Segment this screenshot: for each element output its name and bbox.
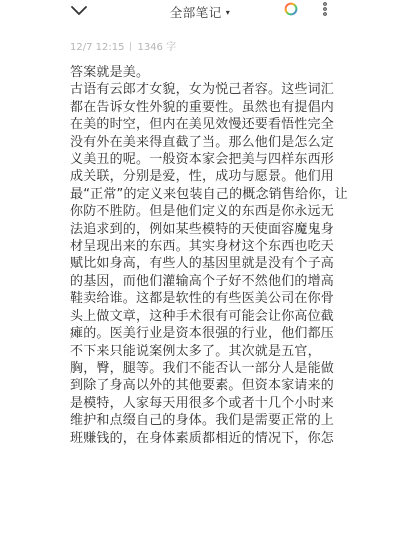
meta-divider [130,42,131,51]
word-count: 1346 字 [137,42,177,53]
note-line: 胸，臀，腿等。我们不能否认一部分人是能做 [70,360,335,376]
note-line: 班赚钱的，在身体素质都相近的情况下，你怎 [70,430,335,446]
note-line: 维护和点缀自己的身体。我们是需要正常的上 [70,413,335,429]
note-line: 在美的时空，但内在美见效慢还要看悟性完全 [70,117,335,133]
note-line: 的基因，而他们灌输高个子好不然他们的增高 [70,273,335,289]
more-vertical-icon[interactable] [322,2,328,16]
note-line: 鞋卖给谁。这都是软性的有些医美公司在你骨 [70,291,335,307]
note-line: 最“正常”的定义来包装自己的概念销售给你，让 [70,186,348,202]
note-line: 成关联，分别是爱，性，成功与愿景。他们用 [70,169,335,185]
note-line: 赋比如身高，有些人的基因里就是没有个子高 [70,256,335,272]
folder-label: 全部笔记 [169,5,222,20]
note-line: 答案就是美。 [70,65,150,80]
note-line: 都在告诉女性外貌的重要性。虽然也有提倡内 [70,99,335,115]
color-ring-icon[interactable] [284,2,298,16]
note-line: 头上做文章，这种手术很有可能会让你高位截 [70,308,335,324]
note-date: 12/7 12:15 [70,42,125,53]
note-line: 不下来只能说案例太多了。其次就是五官， [70,343,321,359]
note-line: 是模特，人家每天用很多个或者十几个小时来 [70,395,335,411]
note-meta [70,38,176,53]
note-line: 法追求到的，例如某些模特的天使面容魔鬼身 [70,221,335,237]
note-line: 义美丑的呢。一般资本家会把美与四样东西形 [70,152,335,168]
note-line: 你防不胜防。但是他们定义的东西是你永远无 [70,204,335,220]
note-screen [50,0,350,536]
note-body[interactable] [70,64,348,447]
note-line: 瘫的。医美行业是资本很强的行业，他们都压 [70,326,335,342]
note-line: 到除了身高以外的其他要素。但资本家请来的 [70,378,335,394]
note-line: 没有外在美来得直截了当。那么他们是怎么定 [70,134,335,150]
note-line: 古语有云郎才女貌，女为悦己者容。这些词汇 [70,82,335,98]
top-bar [50,0,350,30]
folder-selector[interactable] [50,3,350,21]
note-line: 材呈现出来的东西。其实身材这个东西也吃天 [70,239,335,255]
caret-down-icon: ▾ [225,8,231,17]
